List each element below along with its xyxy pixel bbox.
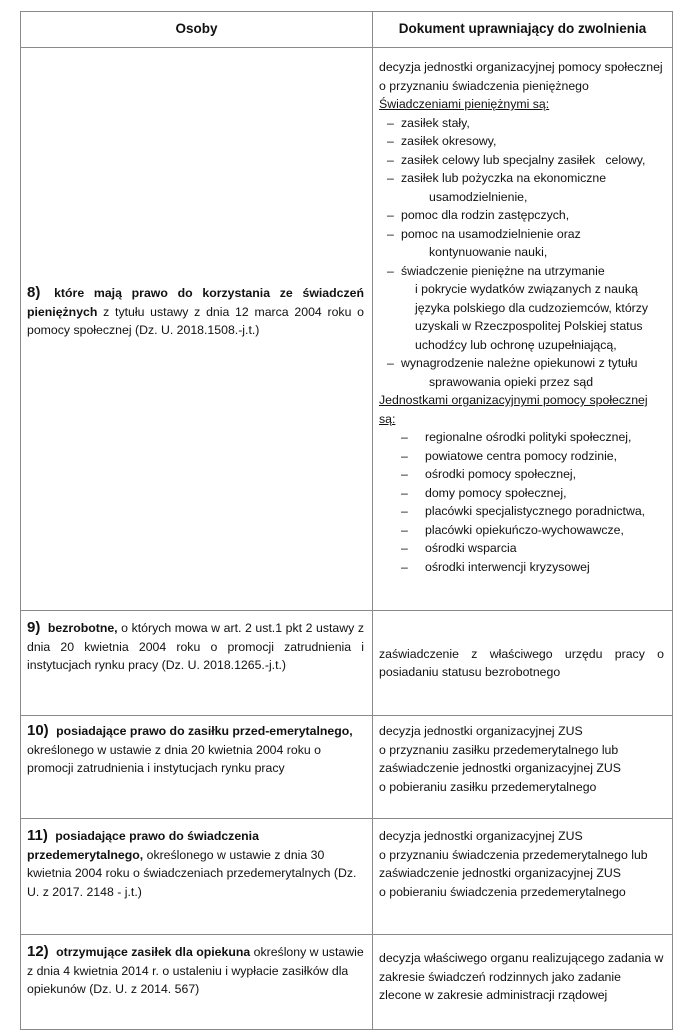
- row-description: określonego w ustawie z dnia 20 kwietnia 2004 roku o promocji zatrudnienia i instytucjach rynku pracy: [27, 742, 321, 775]
- row-number: 10): [27, 722, 49, 739]
- row-lead-text: które mają prawo do korzystania ze świadczeń pieniężnych: [27, 286, 364, 319]
- list-item: – domy pomocy społecznej,: [379, 484, 664, 503]
- row-lead-text: posiadające prawo do zasiłku przed-emerytalnego,: [56, 724, 353, 738]
- table-row: [21, 935, 673, 1030]
- table-row: [21, 611, 673, 716]
- document-line: decyzja jednostki organizacyjnej ZUS: [379, 829, 583, 843]
- row-9-document: [373, 611, 673, 716]
- row-lead-text: posiadające prawo do świadczenia przedemerytalnego,: [27, 829, 259, 862]
- row-11-document: [373, 819, 673, 935]
- list-item: – ośrodki interwencji kryzysowej: [379, 558, 664, 577]
- list-heading: Jednostkami organizacyjnymi pomocy społecznej są:: [379, 393, 648, 426]
- document-line: zaświadczenie jednostki organizacyjnej ZUS: [379, 866, 621, 880]
- row-9-persons: [21, 611, 373, 716]
- row-number: 11): [27, 827, 48, 844]
- row-description: o których mowa w art. 2 ust.1 pkt 2 ustawy z dnia 20 kwietnia 2004 roku o promocji zatrudnienia i instytucjach rynku pracy (Dz. U. 2018.1265.-j.t.): [27, 621, 364, 672]
- list-item: – pomoc dla rodzin zastępczych,: [379, 206, 664, 225]
- table-row: [21, 716, 673, 819]
- list-item: – zasiłek okresowy,: [379, 132, 664, 151]
- list-item: – powiatowe centra pomocy rodzinie,: [379, 447, 664, 466]
- list-item: – pomoc na usamodzielnienie oraz kontynuowanie nauki,: [379, 225, 664, 262]
- list-item: – zasiłek lub pożyczka na ekonomiczne usamodzielnienie,: [379, 169, 664, 206]
- row-lead-text: bezrobotne,: [47, 621, 118, 635]
- list-item: – zasiłek stały,: [379, 114, 664, 133]
- list-item: – ośrodki pomocy społecznej,: [379, 465, 664, 484]
- list-item: – placówki specjalistycznego poradnictwa,: [379, 502, 664, 521]
- units-list: [379, 428, 664, 576]
- header-document: Dokument uprawniający do zwolnienia: [373, 12, 673, 48]
- list-heading: Świadczeniami pieniężnymi są:: [379, 97, 550, 111]
- row-10-persons: [21, 716, 373, 819]
- list-item: – wynagrodzenie należne opiekunowi z tytułu sprawowania opieki przez sąd: [379, 354, 664, 391]
- document-intro: decyzja jednostki organizacyjnej pomocy społecznej o przyznaniu świadczenia pieniężnego: [379, 60, 663, 93]
- row-12-document: [373, 935, 673, 1030]
- document-line: o przyznaniu zasiłku przedemerytalnego lub: [379, 742, 619, 757]
- list-item: – ośrodki wsparcia: [379, 539, 664, 558]
- row-8-document: [373, 48, 673, 611]
- row-12-persons: [21, 935, 373, 1030]
- table-header-row: [21, 12, 673, 48]
- row-10-document: [373, 716, 673, 819]
- row-number: 8): [27, 284, 41, 302]
- document-line: o przyznaniu świadczenia przedemerytalnego lub: [379, 847, 648, 862]
- row-description: określony w ustawie z dnia 4 kwietnia 2014 r. o ustaleniu i wypłacie zasiłków dla opiekunów (Dz. U. z 2014. 567): [27, 945, 364, 996]
- document-line: o pobieraniu świadczenia przedemerytalnego: [379, 884, 626, 899]
- row-description: z tytułu ustawy z dnia 12 marca 2004 roku o pomocy społecznej (Dz. U. 2018.1508.-j.t.): [27, 304, 364, 338]
- row-number: 12): [27, 943, 49, 960]
- row-lead-text: otrzymujące zasiłek dla opiekuna: [56, 945, 251, 959]
- exemption-table: [20, 11, 673, 1030]
- table-row: [21, 48, 673, 611]
- table-row: [21, 819, 673, 935]
- benefits-list: [379, 114, 664, 392]
- list-item: – świadczenie pieniężne na utrzymanie i pokrycie wydatków związanych z nauką języka polskiego dla cudzoziemców, którzy uzyskali w Rzeczpospolitej Polskiej status uchodźcy lub ochronę uzupełniającą,: [379, 262, 664, 355]
- row-number: 9): [27, 619, 41, 636]
- list-item: – zasiłek celowy lub specjalny zasiłek celowy,: [379, 151, 664, 170]
- row-8-persons: [21, 48, 373, 611]
- document-line: zaświadczenie jednostki organizacyjnej ZUS: [379, 761, 621, 775]
- list-item: – regionalne ośrodki polityki społecznej,: [379, 428, 664, 447]
- document-line: o pobieraniu zasiłku przedemerytalnego: [379, 779, 597, 794]
- document-text: zaświadczenie z właściwego urzędu pracy o posiadaniu statusu bezrobotnego: [379, 646, 664, 679]
- row-description: określonego w ustawie z dnia 30 kwietnia 2004 roku o świadczeniach przedemerytalnych (Dz. U. z 2017. 2148 - j.t.): [27, 847, 357, 899]
- document-line: decyzja jednostki organizacyjnej ZUS: [379, 724, 583, 738]
- document-text: decyzja właściwego organu realizującego zadania w zakresie świadczeń rodzinnych jako zadanie zlecone w zakresie administracji rządowej: [379, 951, 664, 1002]
- row-11-persons: [21, 819, 373, 935]
- header-persons: Osoby: [21, 12, 373, 48]
- list-item: – placówki opiekuńczo-wychowawcze,: [379, 521, 664, 540]
